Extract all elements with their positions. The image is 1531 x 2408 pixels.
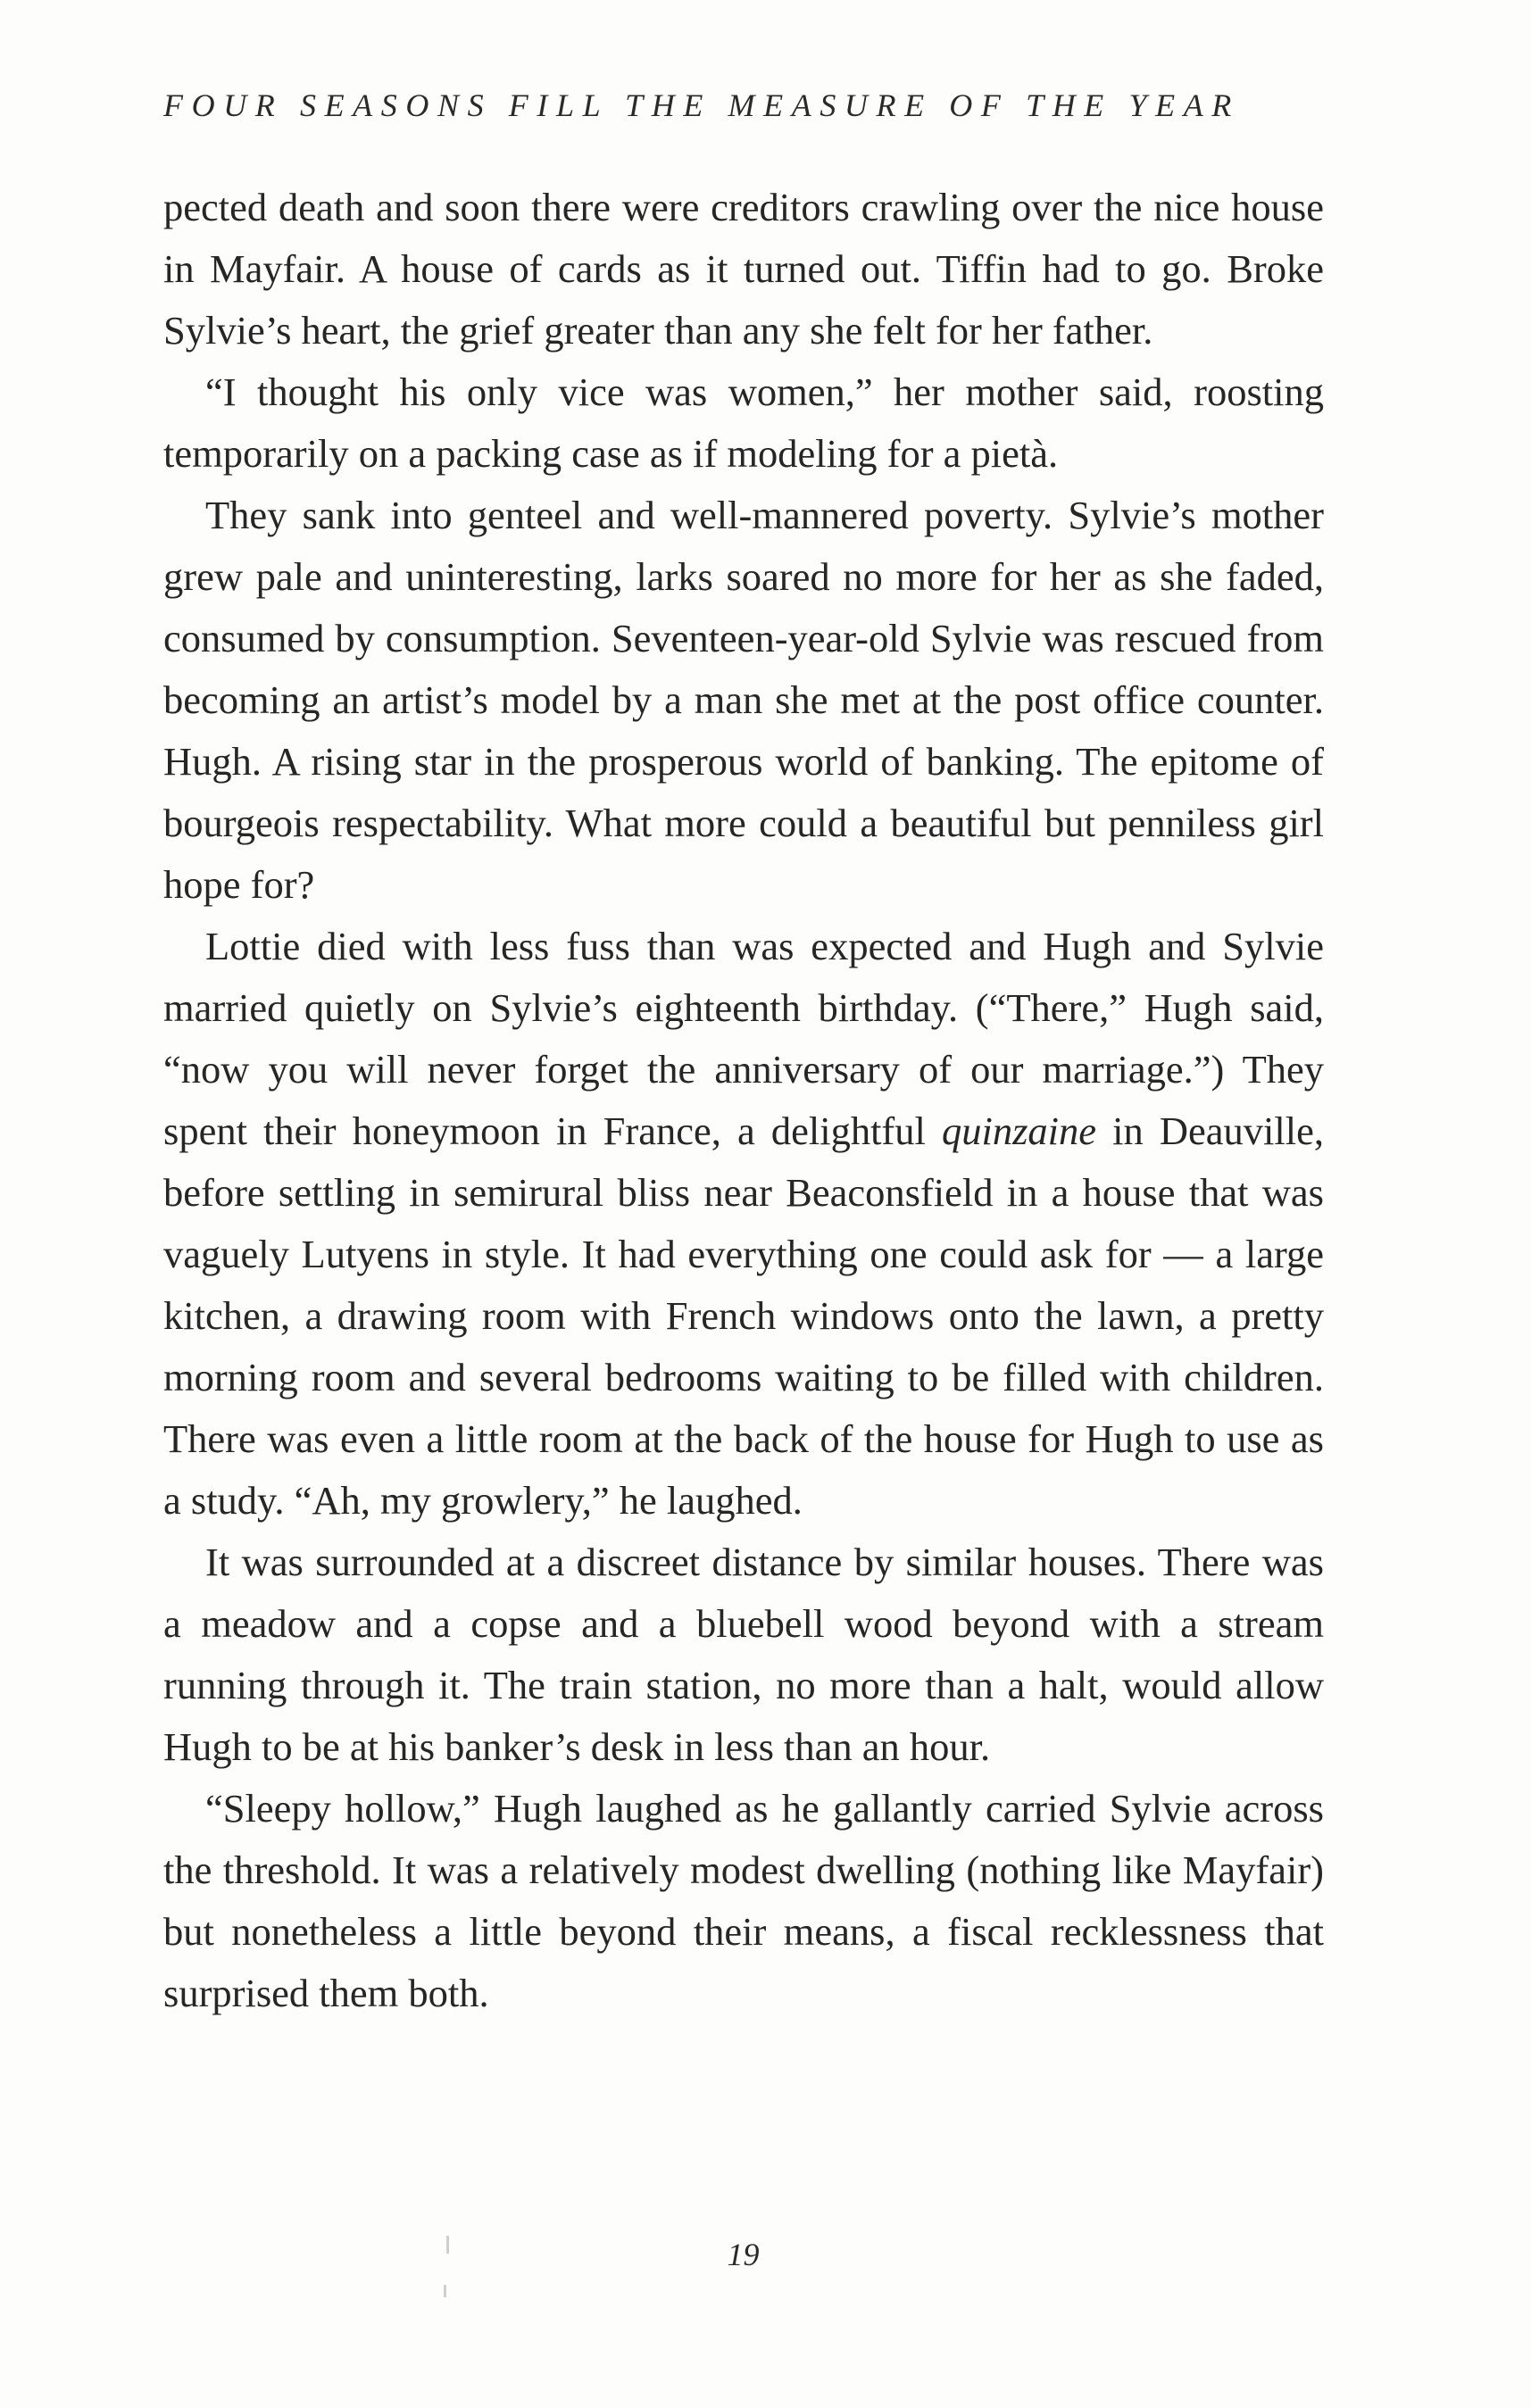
paragraph xyxy=(163,361,1324,485)
text-run: “I thought his only vice was women,” her mother said, roosting temporarily on a packing case as if modeling for a pietà. xyxy=(163,370,1324,476)
text-run: Lottie died with less fuss than was expected and Hugh and Sylvie married quietly on Sylvie’s eighteenth birthday. (“There,” Hugh said, “now you will never forget the anniversary of our marriage.”) They spent their honeymoon in France, a delightful xyxy=(163,924,1324,1153)
page-number: 19 xyxy=(727,2237,760,2272)
body-text xyxy=(163,177,1324,2024)
text-run: “Sleepy hollow,” Hugh laughed as he gallantly carried Sylvie across the threshold. It was a relatively modest dwelling (nothing like Mayfair) but nonetheless a little beyond their means, a fiscal recklessness that surprised them both. xyxy=(163,1786,1324,2015)
scan-mark xyxy=(444,2285,446,2297)
italic-text: quinzaine xyxy=(941,1109,1097,1153)
running-head: FOUR SEASONS FILL THE MEASURE OF THE YEAR xyxy=(163,87,1240,123)
text-run: It was surrounded at a discreet distance by similar houses. There was a meadow and a copse and a bluebell wood beyond with a stream running through it. The train station, no more than a halt, would allow Hugh to be at his banker’s desk in less than an hour. xyxy=(163,1540,1324,1769)
paragraph xyxy=(163,1532,1324,1778)
paragraph xyxy=(163,485,1324,916)
paragraph xyxy=(163,916,1324,1532)
paragraph xyxy=(163,177,1324,361)
scan-mark xyxy=(446,2236,449,2254)
paragraph xyxy=(163,1778,1324,2024)
text-run: pected death and soon there were creditors crawling over the nice house in Mayfair. A house of cards as it turned out. Tiffin had to go. Broke Sylvie’s heart, the grief greater than any she felt for her father. xyxy=(163,185,1324,353)
text-run: in Deauville, before settling in semirural bliss near Beaconsfield in a house that was vaguely Lutyens in style. It had everything one could ask for — a large kitchen, a drawing room with French windows onto the lawn, a pretty morning room and several bedrooms waiting to be filled with children. There was even a little room at the back of the house for Hugh to use as a study. “Ah, my growlery,” he laughed. xyxy=(163,1109,1324,1523)
text-run: They sank into genteel and well-mannered poverty. Sylvie’s mother grew pale and uninteresting, larks soared no more for her as she faded, consumed by consumption. Seventeen-year-old Sylvie was rescued from becoming an artist’s model by a man she met at the post office counter. Hugh. A rising star in the prosperous world of banking. The epitome of bourgeois respectability. What more could a beautiful but penniless girl hope for? xyxy=(163,493,1324,907)
